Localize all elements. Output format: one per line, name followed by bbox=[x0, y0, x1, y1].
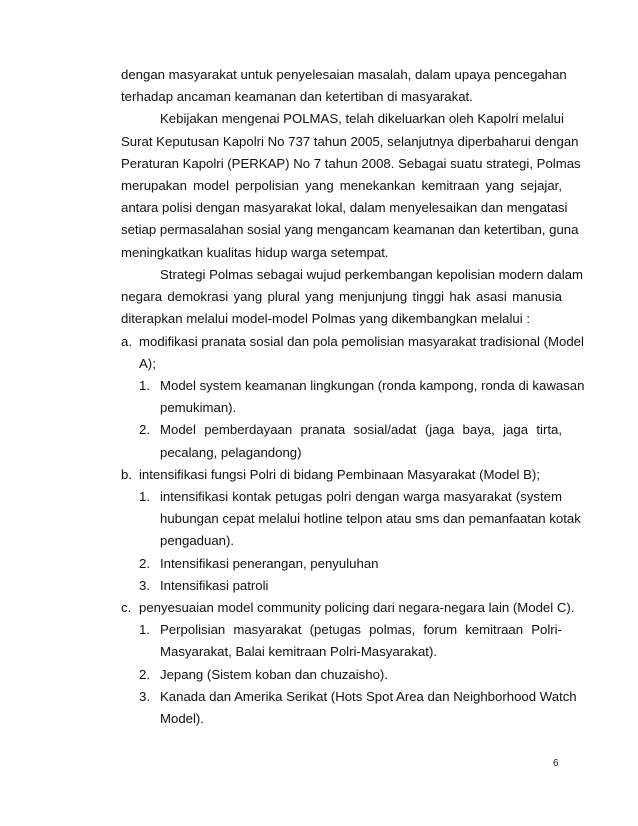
text-line: Kebijakan mengenai POLMAS, telah dikeluarkan oleh Kapolri melalui bbox=[160, 111, 564, 127]
list-item-b1 bbox=[139, 486, 562, 508]
list-item-c bbox=[121, 597, 575, 619]
list-item-b bbox=[121, 464, 562, 486]
text-line: merupakan model perpolisian yang menekankan kemitraan yang sejajar, bbox=[121, 178, 562, 193]
list-item-text: Perpolisian masyarakat (petugas polmas, forum kemitraan Polri- bbox=[160, 622, 562, 638]
text-line: pemukiman). bbox=[160, 400, 237, 416]
list-item-text: Kanada dan Amerika Serikat (Hots Spot Area dan Neighborhood Watch bbox=[160, 688, 577, 704]
list-item-a1 bbox=[139, 375, 585, 397]
text-line: antara polisi dengan masyarakat lokal, dalam menyelesaikan dan mengatasi bbox=[121, 200, 568, 216]
list-label: 2. bbox=[139, 555, 150, 571]
list-item-b2 bbox=[139, 553, 562, 575]
list-item-a2 bbox=[139, 419, 562, 441]
list-label: b. bbox=[121, 466, 132, 482]
list-item-c3 bbox=[139, 686, 577, 708]
list-item-text: Model pemberdayaan pranata sosial/adat (jaga baya, jaga tirta, bbox=[160, 422, 562, 438]
list-label: 3. bbox=[139, 577, 150, 593]
list-item-text: modifikasi pranata sosial dan pola pemolisian masyarakat tradisional (Model bbox=[139, 333, 584, 349]
list-label: c. bbox=[121, 600, 132, 615]
text-line: pengaduan). bbox=[160, 533, 235, 549]
list-item-text: penyesuaian model community policing dari negara-negara lain (Model C). bbox=[139, 600, 575, 615]
page-number: 6 bbox=[553, 758, 559, 769]
text-line: hubungan cepat melalui hotline telpon atau sms dan pemanfaatan kotak bbox=[160, 511, 581, 527]
text-line: dengan masyarakat untuk penyelesaian masalah, dalam upaya pencegahan bbox=[121, 67, 567, 82]
list-label: 1. bbox=[139, 622, 150, 638]
text-line: diterapkan melalui model-model Polmas yang dikembangkan melalui : bbox=[121, 311, 531, 327]
list-label: 1. bbox=[139, 488, 150, 504]
list-label: 2. bbox=[139, 422, 150, 438]
list-label: 1. bbox=[139, 377, 150, 393]
text-line: Strategi Polmas sebagai wujud perkembangan kepolisian modern dalam bbox=[160, 266, 583, 282]
text-line: terhadap ancaman keamanan dan ketertiban di masyarakat. bbox=[121, 89, 473, 105]
text-line: Masyarakat, Balai kemitraan Polri-Masyarakat). bbox=[160, 644, 438, 660]
text-line: setiap permasalahan sosial yang mengancam keamanan dan ketertiban, guna bbox=[121, 222, 579, 238]
list-item-c2 bbox=[139, 664, 562, 686]
text-line: Model). bbox=[160, 711, 204, 726]
list-item-b3 bbox=[139, 575, 562, 597]
text-line: Peraturan Kapolri (PERKAP) No 7 tahun 2008. Sebagai suatu strategi, Polmas bbox=[121, 155, 581, 171]
list-label: 3. bbox=[139, 688, 150, 704]
text-line: negara demokrasi yang plural yang menjunjung tinggi hak asasi manusia bbox=[121, 289, 562, 305]
list-item-c1 bbox=[139, 619, 562, 641]
text-line: pecalang, pelagandong) bbox=[160, 444, 302, 460]
list-item-text: Intensifikasi patroli bbox=[160, 577, 269, 593]
list-item-text: intensifikasi fungsi Polri di bidang Pembinaan Masyarakat (Model B); bbox=[139, 466, 540, 482]
list-item-a bbox=[121, 331, 584, 353]
list-item-text: intensifikasi kontak petugas polri dengan warga masyarakat (system bbox=[160, 488, 562, 504]
text-line: A); bbox=[139, 355, 156, 371]
text-line: Surat Keputusan Kapolri No 737 tahun 2005, selanjutnya diperbaharui dengan bbox=[121, 133, 579, 149]
list-item-text: Intensifikasi penerangan, penyuluhan bbox=[160, 555, 379, 571]
list-item-text: Model system keamanan lingkungan (ronda kampong, ronda di kawasan bbox=[160, 377, 585, 393]
list-item-text: Jepang (Sistem koban dan chuzaisho). bbox=[160, 666, 388, 682]
list-label: 2. bbox=[139, 666, 150, 682]
list-label: a. bbox=[121, 333, 132, 349]
text-line: meningkatkan kualitas hidup warga setempat. bbox=[121, 244, 389, 260]
